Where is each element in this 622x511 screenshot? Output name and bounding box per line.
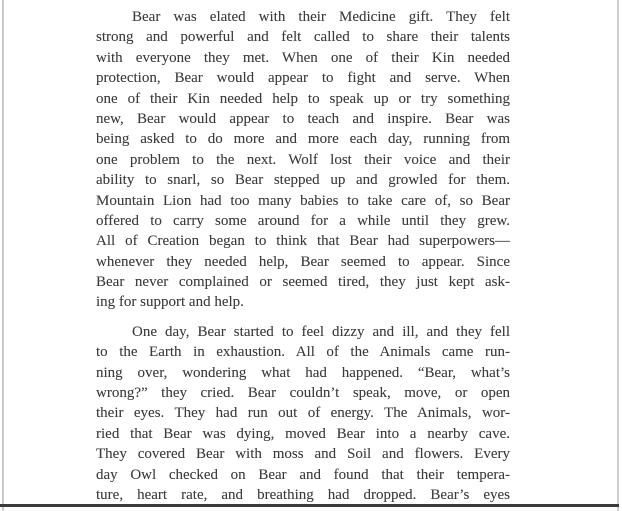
text-line: One day, Bear started to feel dizzy and ill, and they fell [132,323,510,340]
text-line: Bear was elated with their Medicine gift. They felt [132,9,510,25]
text-line: All of Creation began to think that Bear had superpowers— [96,233,510,250]
text-line: ried that Bear was dying, moved Bear into a nearby cave. [96,425,510,442]
paragraph-1 [96,7,510,313]
paragraph-2 [96,322,510,506]
text-line: whenever they needed help, Bear seemed to appear. Since [96,253,510,270]
page-edge-bottom [0,504,619,507]
text-line: their eyes. They had run out of energy. The Animals, wor- [96,405,510,422]
text-line: They covered Bear with moss and Soil and flowers. Every [96,446,510,463]
text-line: Bear never complained or seemed tired, they just kept ask- [96,274,510,291]
page-edge-right [617,0,619,511]
text-line: one problem to the next. Wolf lost their voice and their [96,151,510,168]
text-line: wrong?” they cried. Bear couldn’t speak, move, or open [96,385,510,402]
text-line: new, Bear would appear to teach and inspire. Bear was [96,110,510,127]
text-line: ture, heart rate, and breathing had dropped. Bear’s eyes [96,486,510,503]
text-line: being asked to do more and more each day, running from [96,131,510,148]
text-line: ability to snarl, so Bear stepped up and growled for them. [96,172,510,189]
page-edge-left [2,0,4,511]
text-line: one of their Kin needed help to speak up or try something [96,90,510,107]
page-text-column [96,7,510,505]
text-line: Mountain Lion had too many babies to take care of, so Bear [96,192,510,209]
text-line: with everyone they met. When one of their Kin needed [96,49,510,66]
text-line: ing for support and help. [96,294,244,311]
text-line: ning over, wondering what had happened. “Bear, what’s [96,364,510,381]
text-line: protection, Bear would appear to fight and serve. When [96,70,510,87]
text-line: to the Earth in exhaustion. All of the Animals came run- [96,344,510,361]
text-line: day Owl checked on Bear and found that their tempera- [96,466,510,483]
text-line: strong and powerful and felt called to share their talents [96,29,510,46]
text-line: offered to carry some around for a while until they grew. [96,212,510,229]
